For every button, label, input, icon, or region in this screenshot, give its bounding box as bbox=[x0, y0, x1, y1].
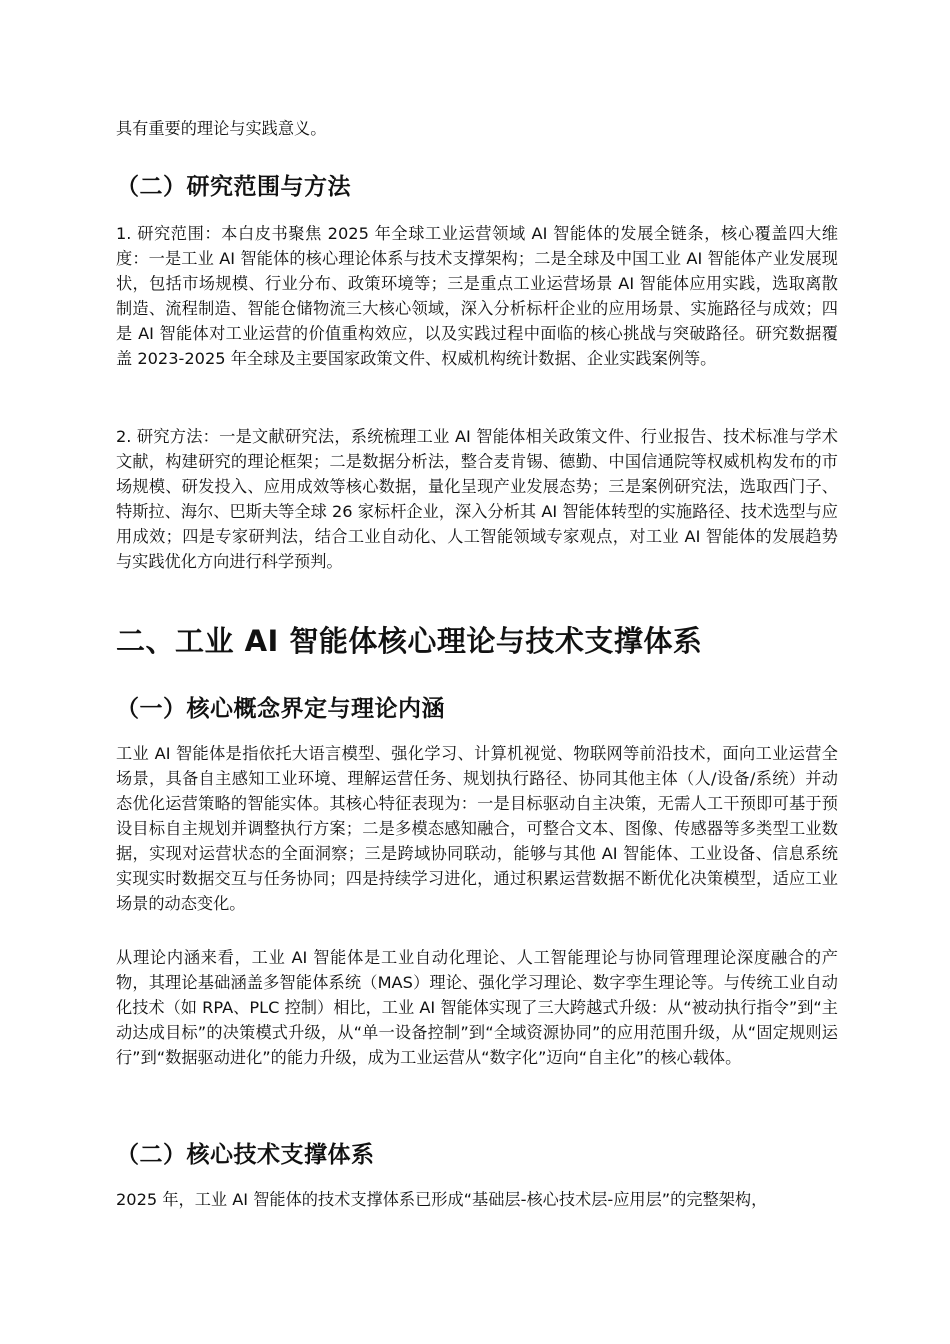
section-heading-core-technology: （二）核心技术支撑体系 bbox=[116, 1142, 375, 1168]
paragraph-technology-architecture: 2025 年，工业 AI 智能体的技术支撑体系已形成“基础层-核心技术层-应用层”的完整架构， bbox=[116, 1190, 768, 1209]
section-heading-core-concept: （一）核心概念界定与理论内涵 bbox=[116, 696, 445, 722]
chapter-heading-core-theory: 二、工业 AI 智能体核心理论与技术支撑体系 bbox=[116, 624, 703, 658]
section-heading-research-scope: （二）研究范围与方法 bbox=[116, 174, 351, 200]
paragraph-core-concept-definition: 工业 AI 智能体是指依托大语言模型、强化学习、计算机视觉、物联网等前沿技术，面向工业运营全场景，具备自主感知工业环境、理解运营任务、规划执行路径、协同其他主体（人/设备/系统）并动态优化运营策略的智能实体。其核心特征表现为：一是目标驱动自主决策，无需人工干预即可基于预设目标自主规划并调整执行方案；二是多模态感知融合，可整合文本、图像、传感器等多类型工业数据，实现对运营状态的全面洞察；三是跨域协同联动，能够与其他 AI 智能体、工业设备、信息系统实现实时数据交互与任务协同；四是持续学习进化，通过积累运营数据不断优化决策模型，适应工业场景的动态变化。 bbox=[116, 744, 838, 913]
paragraph-theoretical-connotation: 从理论内涵来看，工业 AI 智能体是工业自动化理论、人工智能理论与协同管理理论深度融合的产物，其理论基础涵盖多智能体系统（MAS）理论、强化学习理论、数字孪生理论等。与传统工业自动化技术（如 RPA、PLC 控制）相比，工业 AI 智能体实现了三大跨越式升级：从“被动执行指令”到“主动达成目标”的决策模式升级，从“单一设备控制”到“全域资源协同”的应用范围升级，从“固定规则运行”到“数据驱动进化”的能力升级，成为工业运营从“数字化”迈向“自主化”的核心载体。 bbox=[116, 948, 838, 1067]
intro-paragraph: 具有重要的理论与实践意义。 bbox=[116, 119, 327, 138]
paragraph-research-scope: 1. 研究范围：本白皮书聚焦 2025 年全球工业运营领域 AI 智能体的发展全链条，核心覆盖四大维度：一是工业 AI 智能体的核心理论体系与技术支撑架构；二是全球及中国工业 AI 智能体产业发展现状，包括市场规模、行业分布、政策环境等；三是重点工业运营场景 AI 智能体应用实践，选取离散制造、流程制造、智能仓储物流三大核心领域，深入分析标杆企业的应用场景、实施路径与成效；四是 AI 智能体对工业运营的价值重构效应，以及实践过程中面临的核心挑战与突破路径。研究数据覆盖 2023-2025 年全球及主要国家政策文件、权威机构统计数据、企业实践案例等。 bbox=[116, 224, 838, 368]
paragraph-research-methods: 2. 研究方法：一是文献研究法，系统梳理工业 AI 智能体相关政策文件、行业报告、技术标准与学术文献，构建研究的理论框架；二是数据分析法，整合麦肯锡、德勤、中国信通院等权威机构发布的市场规模、研发投入、应用成效等核心数据，量化呈现产业发展态势；三是案例研究法，选取西门子、特斯拉、海尔、巴斯夫等全球 26 家标杆企业，深入分析其 AI 智能体转型的实施路径、技术选型与应用成效；四是专家研判法，结合工业自动化、人工智能领域专家观点，对工业 AI 智能体的发展趋势与实践优化方向进行科学预判。 bbox=[116, 427, 838, 571]
